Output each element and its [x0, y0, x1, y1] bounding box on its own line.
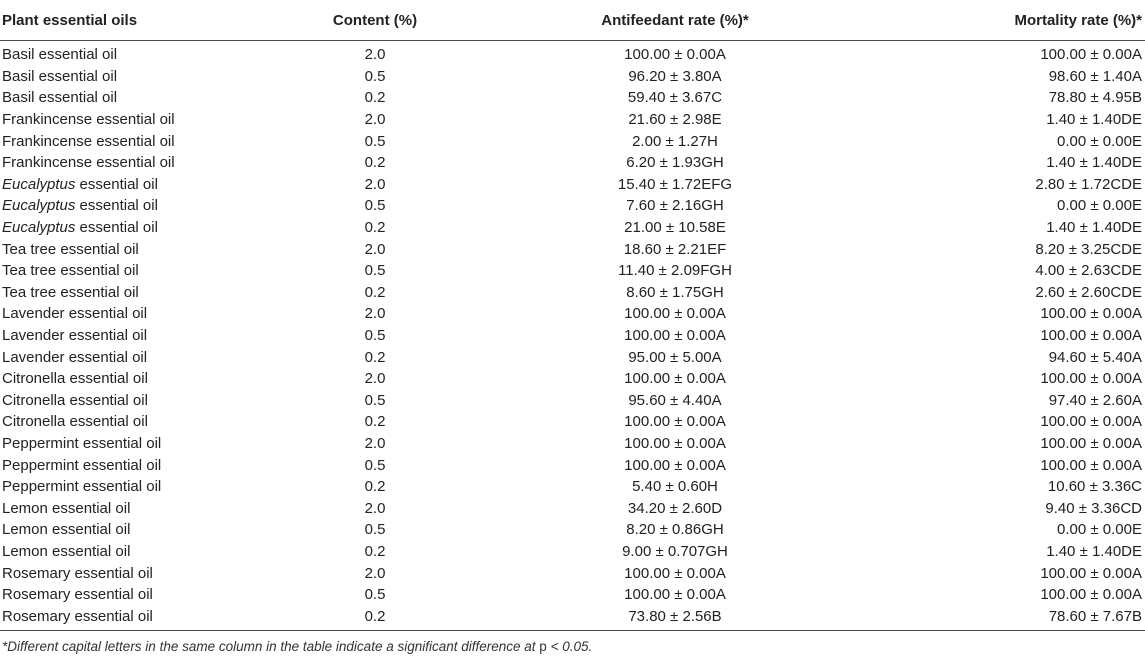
cell-content: 2.0: [364, 305, 386, 323]
cell-oil-name: essential oil: [75, 219, 158, 237]
cell-plant-essential-oil: [0, 174, 250, 196]
cell-oil-name: Lemon essential oil: [2, 499, 131, 517]
cell-antifeedant-rate: 21.60 ± 2.98E: [628, 111, 722, 129]
table-row: [0, 41, 1145, 66]
table-row: [0, 260, 1145, 282]
table-row: [0, 562, 1145, 584]
cell-oil-name: Basil essential oil: [2, 67, 118, 85]
table-row: [0, 195, 1145, 217]
cell-content: 0.5: [364, 132, 386, 150]
table-row: [0, 174, 1145, 196]
table-row: [0, 454, 1145, 476]
cell-antifeedant-rate: 100.00 ± 0.00A: [624, 434, 726, 452]
cell-mortality-rate: 1.40 ± 1.40DE: [1046, 154, 1142, 172]
cell-plant-essential-oil: [0, 195, 250, 217]
cell-mortality-rate: 94.60 ± 5.40A: [1048, 348, 1142, 366]
cell-oil-name: Peppermint essential oil: [2, 478, 162, 496]
table-row: [0, 282, 1145, 304]
cell-mortality-rate: 100.00 ± 0.00A: [1040, 305, 1142, 323]
cell-antifeedant-rate: 6.20 ± 1.93GH: [626, 154, 724, 172]
cell-antifeedant-rate: 100.00 ± 0.00A: [624, 586, 726, 604]
cell-oil-name: Peppermint essential oil: [2, 434, 162, 452]
header-mortality-rate: Mortality rate (%)*: [850, 0, 1145, 41]
cell-content: 2.0: [364, 240, 386, 258]
cell-antifeedant-rate: 100.00 ± 0.00A: [624, 46, 726, 64]
cell-oil-name: Citronella essential oil: [2, 370, 148, 388]
cell-mortality-rate: 100.00 ± 0.00A: [1040, 370, 1142, 388]
table-row: [0, 346, 1145, 368]
cell-content: 0.2: [364, 478, 386, 496]
cell-antifeedant-rate: 59.40 ± 3.67C: [627, 89, 723, 107]
cell-mortality-rate: 2.60 ± 2.60CDE: [1035, 283, 1142, 301]
cell-oil-name: Citronella essential oil: [2, 413, 148, 431]
cell-mortality-rate: 1.40 ± 1.40DE: [1046, 111, 1142, 129]
cell-mortality-rate: 100.00 ± 0.00A: [1040, 456, 1142, 474]
cell-antifeedant-rate: 21.00 ± 10.58E: [624, 219, 726, 237]
table-row: [0, 433, 1145, 455]
cell-mortality-rate: 9.40 ± 3.36CD: [1045, 499, 1142, 517]
cell-mortality-rate: 10.60 ± 3.36C: [1047, 478, 1142, 496]
table-row: [0, 238, 1145, 260]
table-row: [0, 66, 1145, 88]
cell-mortality-rate: 1.40 ± 1.40DE: [1046, 542, 1142, 560]
cell-content: 0.5: [364, 262, 386, 280]
cell-plant-essential-oil: [0, 497, 250, 519]
cell-oil-name: Lavender essential oil: [2, 305, 148, 323]
cell-plant-essential-oil: [0, 325, 250, 347]
cell-antifeedant-rate: 7.60 ± 2.16GH: [626, 197, 724, 215]
cell-mortality-rate: 97.40 ± 2.60A: [1048, 391, 1142, 409]
cell-oil-name: Lemon essential oil: [2, 521, 131, 539]
cell-oil-name: Tea tree essential oil: [2, 283, 139, 301]
cell-antifeedant-rate: 100.00 ± 0.00A: [624, 305, 726, 323]
cell-oil-name: Tea tree essential oil: [2, 262, 139, 280]
cell-plant-essential-oil: [0, 152, 250, 174]
header-plant-essential-oils: Plant essential oils: [0, 0, 250, 41]
cell-plant-essential-oil: [0, 303, 250, 325]
cell-plant-essential-oil: [0, 411, 250, 433]
table-row: [0, 584, 1145, 606]
table-row: [0, 411, 1145, 433]
cell-plant-essential-oil: [0, 238, 250, 260]
cell-plant-essential-oil: [0, 368, 250, 390]
cell-oil-name: Rosemary essential oil: [2, 586, 153, 604]
cell-plant-essential-oil: [0, 519, 250, 541]
cell-mortality-rate: 100.00 ± 0.00A: [1040, 413, 1142, 431]
cell-plant-essential-oil: [0, 541, 250, 563]
cell-antifeedant-rate: 9.00 ± 0.707GH: [622, 542, 728, 560]
cell-mortality-rate: 100.00 ± 0.00A: [1040, 327, 1142, 345]
cell-antifeedant-rate: 8.20 ± 0.86GH: [626, 521, 724, 539]
cell-plant-essential-oil: [0, 41, 250, 66]
cell-antifeedant-rate: 100.00 ± 0.00A: [624, 370, 726, 388]
table-footnote: [2, 639, 1145, 654]
table-row: [0, 130, 1145, 152]
cell-oil-name: Rosemary essential oil: [2, 607, 153, 625]
cell-oil-name: Frankincense essential oil: [2, 132, 175, 150]
table-body: [0, 41, 1145, 631]
cell-content: 2.0: [364, 370, 386, 388]
cell-mortality-rate: 100.00 ± 0.00A: [1040, 46, 1142, 64]
table-row: [0, 390, 1145, 412]
cell-antifeedant-rate: 95.60 ± 4.40A: [628, 391, 722, 409]
cell-content: 0.5: [364, 456, 386, 474]
cell-antifeedant-rate: 73.80 ± 2.56B: [628, 607, 722, 625]
cell-mortality-rate: 98.60 ± 1.40A: [1048, 67, 1142, 85]
cell-content: 0.5: [364, 586, 386, 604]
cell-antifeedant-rate: 2.00 ± 1.27H: [632, 132, 718, 150]
cell-plant-essential-oil: [0, 87, 250, 109]
cell-mortality-rate: 1.40 ± 1.40DE: [1046, 219, 1142, 237]
cell-content: 0.2: [364, 348, 386, 366]
cell-plant-essential-oil: [0, 130, 250, 152]
cell-oil-name: Basil essential oil: [2, 89, 118, 107]
table-row: [0, 368, 1145, 390]
cell-plant-essential-oil: [0, 605, 250, 630]
table-row: [0, 497, 1145, 519]
cell-content: 0.2: [364, 413, 386, 431]
cell-oil-name: Frankincense essential oil: [2, 111, 175, 129]
table-row: [0, 476, 1145, 498]
cell-plant-essential-oil: [0, 109, 250, 131]
cell-plant-essential-oil: [0, 346, 250, 368]
cell-content: 2.0: [364, 434, 386, 452]
cell-mortality-rate: 0.00 ± 0.00E: [1057, 132, 1142, 150]
cell-antifeedant-rate: 95.00 ± 5.00A: [628, 348, 722, 366]
cell-content: 0.5: [364, 327, 386, 345]
cell-mortality-rate: 100.00 ± 0.00A: [1040, 564, 1142, 582]
cell-oil-name: essential oil: [75, 175, 158, 193]
cell-antifeedant-rate: 100.00 ± 0.00A: [624, 413, 726, 431]
table-row: [0, 87, 1145, 109]
cell-oil-name: Citronella essential oil: [2, 391, 148, 409]
table-row: [0, 303, 1145, 325]
cell-oil-name: Lemon essential oil: [2, 542, 131, 560]
header-antifeedant-rate: Antifeedant rate (%)*: [500, 0, 850, 41]
cell-oil-name: Frankincense essential oil: [2, 154, 175, 172]
footnote-text: *Different capital letters in the same column in the table indicate a significant difference at: [2, 639, 540, 655]
cell-content: 0.5: [364, 67, 386, 85]
cell-plant-essential-oil: [0, 66, 250, 88]
header-content: Content (%): [250, 0, 500, 41]
cell-plant-essential-oil: [0, 476, 250, 498]
cell-antifeedant-rate: 100.00 ± 0.00A: [624, 564, 726, 582]
cell-oil-name: Basil essential oil: [2, 46, 118, 64]
cell-content: 0.5: [364, 197, 386, 215]
cell-plant-essential-oil: [0, 584, 250, 606]
cell-plant-essential-oil: [0, 562, 250, 584]
table-row: [0, 605, 1145, 630]
cell-mortality-rate: 78.80 ± 4.95B: [1048, 89, 1142, 107]
table-row: [0, 325, 1145, 347]
cell-mortality-rate: 100.00 ± 0.00A: [1040, 586, 1142, 604]
cell-content: 0.2: [364, 89, 386, 107]
cell-oil-name: Lavender essential oil: [2, 327, 148, 345]
cell-oil-name: Rosemary essential oil: [2, 564, 153, 582]
cell-oil-genus: Eucalyptus: [2, 175, 76, 193]
cell-content: 0.2: [364, 542, 386, 560]
cell-mortality-rate: 78.60 ± 7.67B: [1048, 607, 1142, 625]
cell-antifeedant-rate: 96.20 ± 3.80A: [628, 67, 722, 85]
cell-mortality-rate: 100.00 ± 0.00A: [1040, 434, 1142, 452]
cell-antifeedant-rate: 11.40 ± 2.09FGH: [618, 262, 732, 280]
cell-antifeedant-rate: 18.60 ± 2.21EF: [623, 240, 727, 258]
cell-content: 0.2: [364, 283, 386, 301]
cell-plant-essential-oil: [0, 454, 250, 476]
cell-plant-essential-oil: [0, 282, 250, 304]
cell-mortality-rate: 8.20 ± 3.25CDE: [1035, 240, 1142, 258]
cell-content: 0.2: [364, 154, 386, 172]
cell-mortality-rate: 0.00 ± 0.00E: [1057, 521, 1142, 539]
cell-content: 0.2: [364, 219, 386, 237]
table-row: [0, 109, 1145, 131]
cell-content: 0.2: [364, 607, 386, 625]
cell-mortality-rate: 2.80 ± 1.72CDE: [1035, 175, 1142, 193]
table-row: [0, 217, 1145, 239]
cell-antifeedant-rate: 34.20 ± 2.60D: [627, 499, 723, 517]
cell-oil-genus: Eucalyptus: [2, 197, 76, 215]
cell-content: 2.0: [364, 564, 386, 582]
footnote-p-symbol: p: [539, 639, 547, 655]
cell-content: 0.5: [364, 391, 386, 409]
cell-content: 2.0: [364, 499, 386, 517]
cell-oil-name: essential oil: [75, 197, 158, 215]
cell-antifeedant-rate: 8.60 ± 1.75GH: [626, 283, 724, 301]
cell-plant-essential-oil: [0, 390, 250, 412]
cell-plant-essential-oil: [0, 260, 250, 282]
footnote-threshold: < 0.05.: [546, 639, 593, 655]
cell-content: 2.0: [364, 175, 386, 193]
cell-oil-name: Lavender essential oil: [2, 348, 148, 366]
cell-oil-name: Peppermint essential oil: [2, 456, 162, 474]
table-row: [0, 152, 1145, 174]
cell-antifeedant-rate: 100.00 ± 0.00A: [624, 327, 726, 345]
cell-mortality-rate: 0.00 ± 0.00E: [1057, 197, 1142, 215]
cell-antifeedant-rate: 15.40 ± 1.72EFG: [617, 175, 733, 193]
cell-mortality-rate: 4.00 ± 2.63CDE: [1035, 262, 1142, 280]
cell-antifeedant-rate: 5.40 ± 0.60H: [632, 478, 718, 496]
cell-content: 0.5: [364, 521, 386, 539]
table-header: [0, 0, 1145, 41]
cell-content: 2.0: [364, 111, 386, 129]
cell-antifeedant-rate: 100.00 ± 0.00A: [624, 456, 726, 474]
header-row: [0, 0, 1145, 41]
cell-content: 2.0: [364, 46, 386, 64]
table-row: [0, 541, 1145, 563]
cell-plant-essential-oil: [0, 433, 250, 455]
table-row: [0, 519, 1145, 541]
cell-oil-name: Tea tree essential oil: [2, 240, 139, 258]
cell-plant-essential-oil: [0, 217, 250, 239]
cell-oil-genus: Eucalyptus: [2, 219, 76, 237]
